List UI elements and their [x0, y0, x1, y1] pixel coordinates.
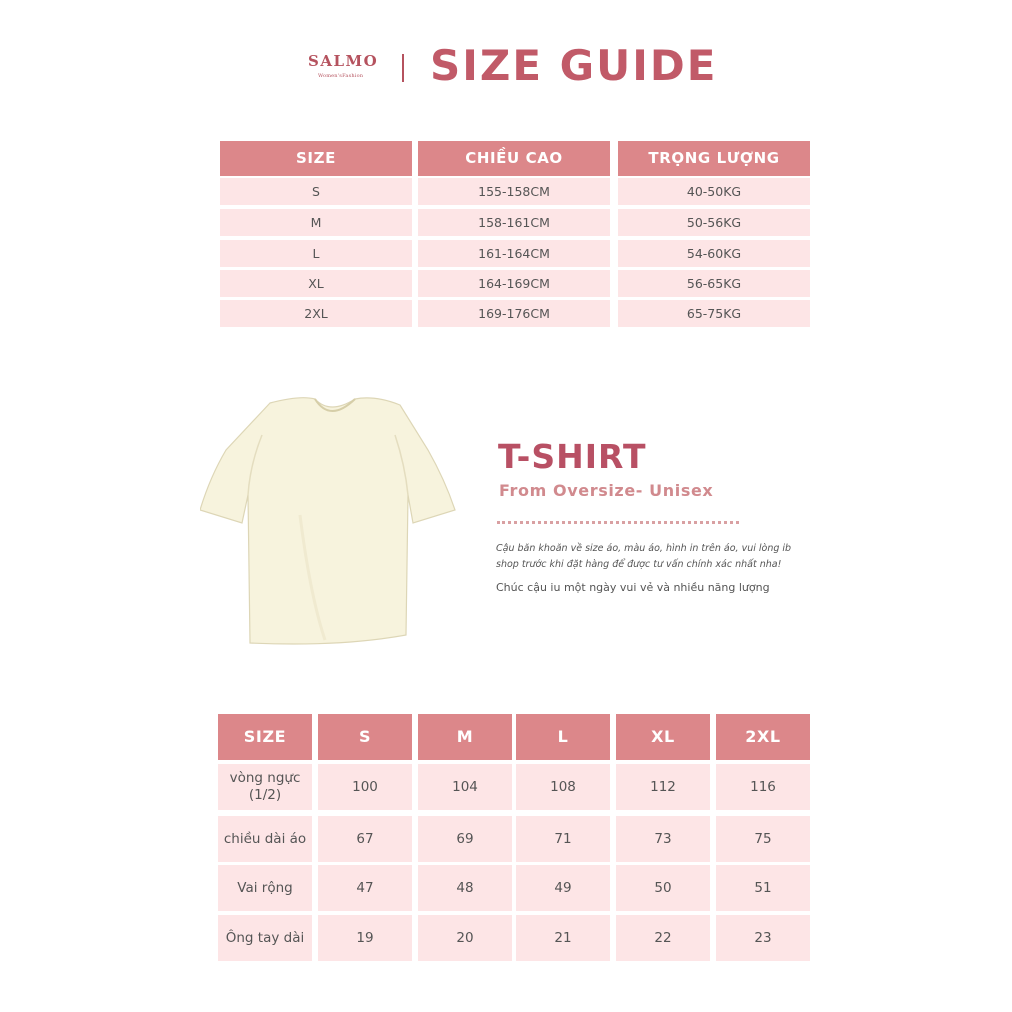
product-title: T-SHIRT — [498, 437, 647, 476]
measure-row-label: Vai rộng — [218, 865, 312, 911]
product-subtitle: From Oversize- Unisex — [499, 481, 714, 500]
fit-table-cell: 2XL — [220, 300, 412, 327]
measure-table-cell: 19 — [318, 915, 412, 961]
measure-table-cell: 47 — [318, 865, 412, 911]
t-shirt-illustration-icon — [200, 395, 460, 655]
measure-table-cell: 69 — [418, 816, 512, 862]
measure-table-header: L — [516, 714, 610, 760]
measure-table-cell: 22 — [616, 915, 710, 961]
measure-table-header: M — [418, 714, 512, 760]
measure-table-cell: 100 — [318, 764, 412, 810]
measure-table-header: SIZE — [218, 714, 312, 760]
fit-table-cell: 155-158CM — [418, 178, 610, 205]
measure-table-cell: 21 — [516, 915, 610, 961]
measure-table-header: S — [318, 714, 412, 760]
consult-note-line2: shop trước khi đặt hàng để được tư vấn chính xác nhất nha! — [496, 559, 782, 570]
fit-table-cell: M — [220, 209, 412, 236]
measure-table-cell: 49 — [516, 865, 610, 911]
measure-table-cell: 108 — [516, 764, 610, 810]
fit-table-cell: 50-56KG — [618, 209, 810, 236]
fit-table-cell: L — [220, 240, 412, 267]
measure-row-label: chiều dài áo — [218, 816, 312, 862]
fit-table-cell: XL — [220, 270, 412, 297]
fit-size-table — [0, 0, 1012, 340]
fit-table-cell: 54-60KG — [618, 240, 810, 267]
measure-table-cell: 50 — [616, 865, 710, 911]
page-title: SIZE GUIDE — [430, 41, 718, 90]
measure-table-cell: 75 — [716, 816, 810, 862]
measure-table-cell: 48 — [418, 865, 512, 911]
fit-table-cell: S — [220, 178, 412, 205]
measure-table-header: 2XL — [716, 714, 810, 760]
fit-table-cell: 56-65KG — [618, 270, 810, 297]
fit-table-cell: 164-169CM — [418, 270, 610, 297]
fit-table-header: SIZE — [220, 141, 412, 176]
measure-row-label: vòng ngực (1/2) — [218, 764, 312, 810]
brand-logo: SALMO — [308, 52, 379, 70]
wish-message: Chúc cậu iu một ngày vui vẻ và nhiều năng lượng — [496, 581, 770, 594]
fit-table-cell: 158-161CM — [418, 209, 610, 236]
fit-table-header: CHIỀU CAO — [418, 141, 610, 176]
dotted-divider — [497, 521, 739, 524]
fit-table-header: TRỌNG LƯỢNG — [618, 141, 810, 176]
measure-table-cell: 20 — [418, 915, 512, 961]
fit-table-cell: 65-75KG — [618, 300, 810, 327]
measure-table-cell: 112 — [616, 764, 710, 810]
brand-tagline: Women'sFashion — [318, 73, 364, 79]
measure-table-cell: 67 — [318, 816, 412, 862]
measure-table-cell: 23 — [716, 915, 810, 961]
fit-table-cell: 161-164CM — [418, 240, 610, 267]
fit-table-cell: 40-50KG — [618, 178, 810, 205]
measure-row-label: Ông tay dài — [218, 915, 312, 961]
measure-table-cell: 51 — [716, 865, 810, 911]
measure-table-cell: 116 — [716, 764, 810, 810]
measure-table-cell: 73 — [616, 816, 710, 862]
measure-table-header: XL — [616, 714, 710, 760]
fit-table-cell: 169-176CM — [418, 300, 610, 327]
measure-table-cell: 71 — [516, 816, 610, 862]
measure-table-cell: 104 — [418, 764, 512, 810]
consult-note-line1: Cậu băn khoăn về size áo, màu áo, hình in trên áo, vui lòng ib — [496, 543, 792, 554]
